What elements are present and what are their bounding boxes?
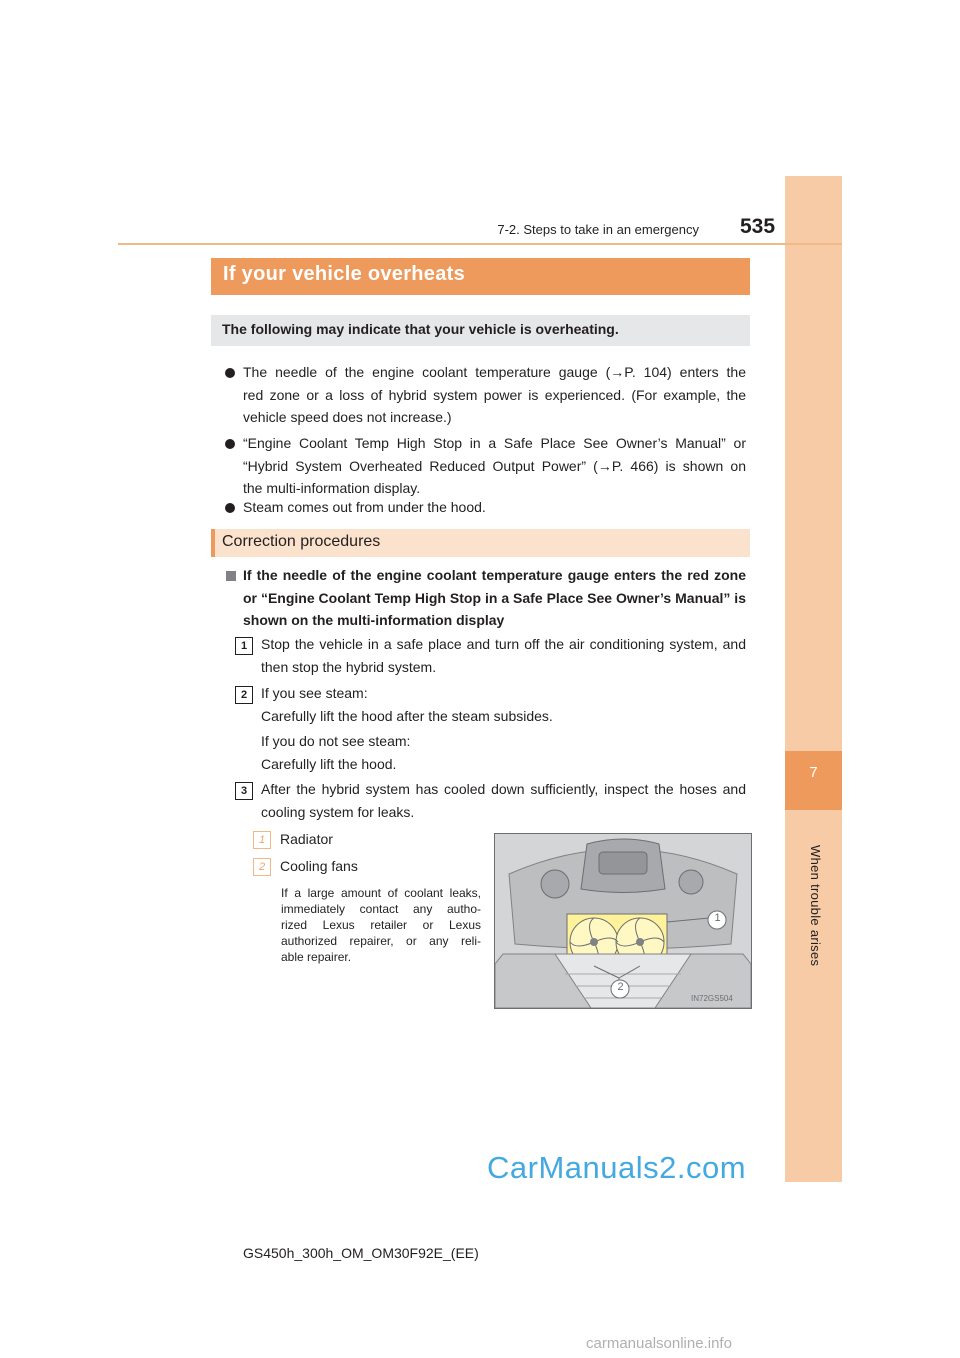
condition-line: shown on the multi-information display bbox=[243, 612, 505, 628]
section-title: 7-2. Steps to take in an emergency bbox=[497, 222, 699, 237]
bullet-icon bbox=[225, 368, 235, 378]
intro-text: The following may indicate that your vehicle is overheating. bbox=[222, 321, 619, 337]
note-line: immediately contact any autho- bbox=[281, 902, 481, 916]
step-line: If you see steam: bbox=[261, 685, 368, 701]
footer-code: GS450h_300h_OM_OM30F92E_(EE) bbox=[243, 1245, 479, 1261]
condition-line: or “Engine Coolant Temp High Stop in a Safe Place See Owner’s Manual” is bbox=[243, 589, 746, 606]
note-line: authorized repairer, or any reli- bbox=[281, 934, 481, 948]
illustration-code: IN72GS504 bbox=[691, 994, 733, 1003]
callout-label: Radiator bbox=[280, 831, 333, 847]
correction-bar-accent bbox=[211, 529, 215, 557]
illustration-marker: 1 bbox=[714, 912, 721, 924]
correction-title: Correction procedures bbox=[222, 533, 381, 550]
callout-badge: 2 bbox=[253, 858, 271, 876]
note-line: able repairer. bbox=[281, 950, 352, 964]
bullet-item bbox=[243, 361, 746, 429]
page-title: If your vehicle overheats bbox=[223, 263, 466, 285]
bullet-line: vehicle speed does not increase.) bbox=[243, 409, 452, 425]
bullet-line: “Engine Coolant Temp High Stop in a Safe Place See Owner’s Manual” or bbox=[243, 435, 746, 451]
callout-badge: 1 bbox=[253, 831, 271, 849]
step-line: Carefully lift the hood. bbox=[261, 755, 397, 772]
note-line: rized Lexus retailer or Lexus bbox=[281, 918, 481, 932]
bullet-line: Steam comes out from under the hood. bbox=[243, 499, 486, 515]
step-line: then stop the hybrid system. bbox=[261, 658, 437, 675]
note-line: If a large amount of coolant leaks, bbox=[281, 886, 481, 900]
condition-heading bbox=[243, 564, 746, 632]
page-number: 535 bbox=[740, 215, 776, 238]
step-badge: 3 bbox=[235, 782, 253, 800]
step-badge: 1 bbox=[235, 637, 253, 655]
condition-line: If the needle of the engine coolant temperature gauge enters the red zone bbox=[243, 567, 746, 583]
illustration-marker: 2 bbox=[617, 981, 624, 993]
chapter-side-tab bbox=[785, 176, 842, 1182]
watermark-text: carmanualsonline.info bbox=[586, 1335, 732, 1352]
chapter-number: 7 bbox=[809, 764, 818, 781]
bullet-line: The needle of the engine coolant temperature gauge (→P. 104) enters the bbox=[243, 364, 746, 380]
bullet-line: “Hybrid System Overheated Reduced Output Power” (→P. 466) is shown on bbox=[243, 457, 746, 474]
step-text bbox=[261, 778, 746, 823]
step-badge: 2 bbox=[235, 686, 253, 704]
bullet-item bbox=[243, 496, 746, 519]
square-bullet-icon bbox=[226, 571, 236, 581]
watermark-logo: CarManuals2.com bbox=[487, 1150, 747, 1185]
callout-label: Cooling fans bbox=[280, 858, 358, 874]
step-line: If you do not see steam: bbox=[261, 733, 411, 749]
note-text bbox=[281, 885, 481, 965]
step-text bbox=[261, 682, 746, 727]
step-text bbox=[261, 730, 746, 775]
bullet-line: red zone or a loss of hybrid system power is experienced. (For example, the bbox=[243, 386, 746, 403]
chapter-title-vertical: When trouble arises bbox=[808, 845, 823, 967]
step-line: Stop the vehicle in a safe place and turn off the air conditioning system, and bbox=[261, 636, 746, 652]
bullet-line: the multi-information display. bbox=[243, 480, 421, 496]
bullet-item bbox=[243, 432, 746, 500]
step-line: After the hybrid system has cooled down sufficiently, inspect the hoses and bbox=[261, 781, 746, 797]
header-rule bbox=[118, 243, 842, 245]
step-line: Carefully lift the hood after the steam subsides. bbox=[261, 707, 553, 724]
engine-bay-illustration bbox=[494, 833, 752, 1009]
bullet-icon bbox=[225, 503, 235, 513]
bullet-icon bbox=[225, 439, 235, 449]
step-line: cooling system for leaks. bbox=[261, 803, 415, 820]
step-text bbox=[261, 633, 746, 678]
